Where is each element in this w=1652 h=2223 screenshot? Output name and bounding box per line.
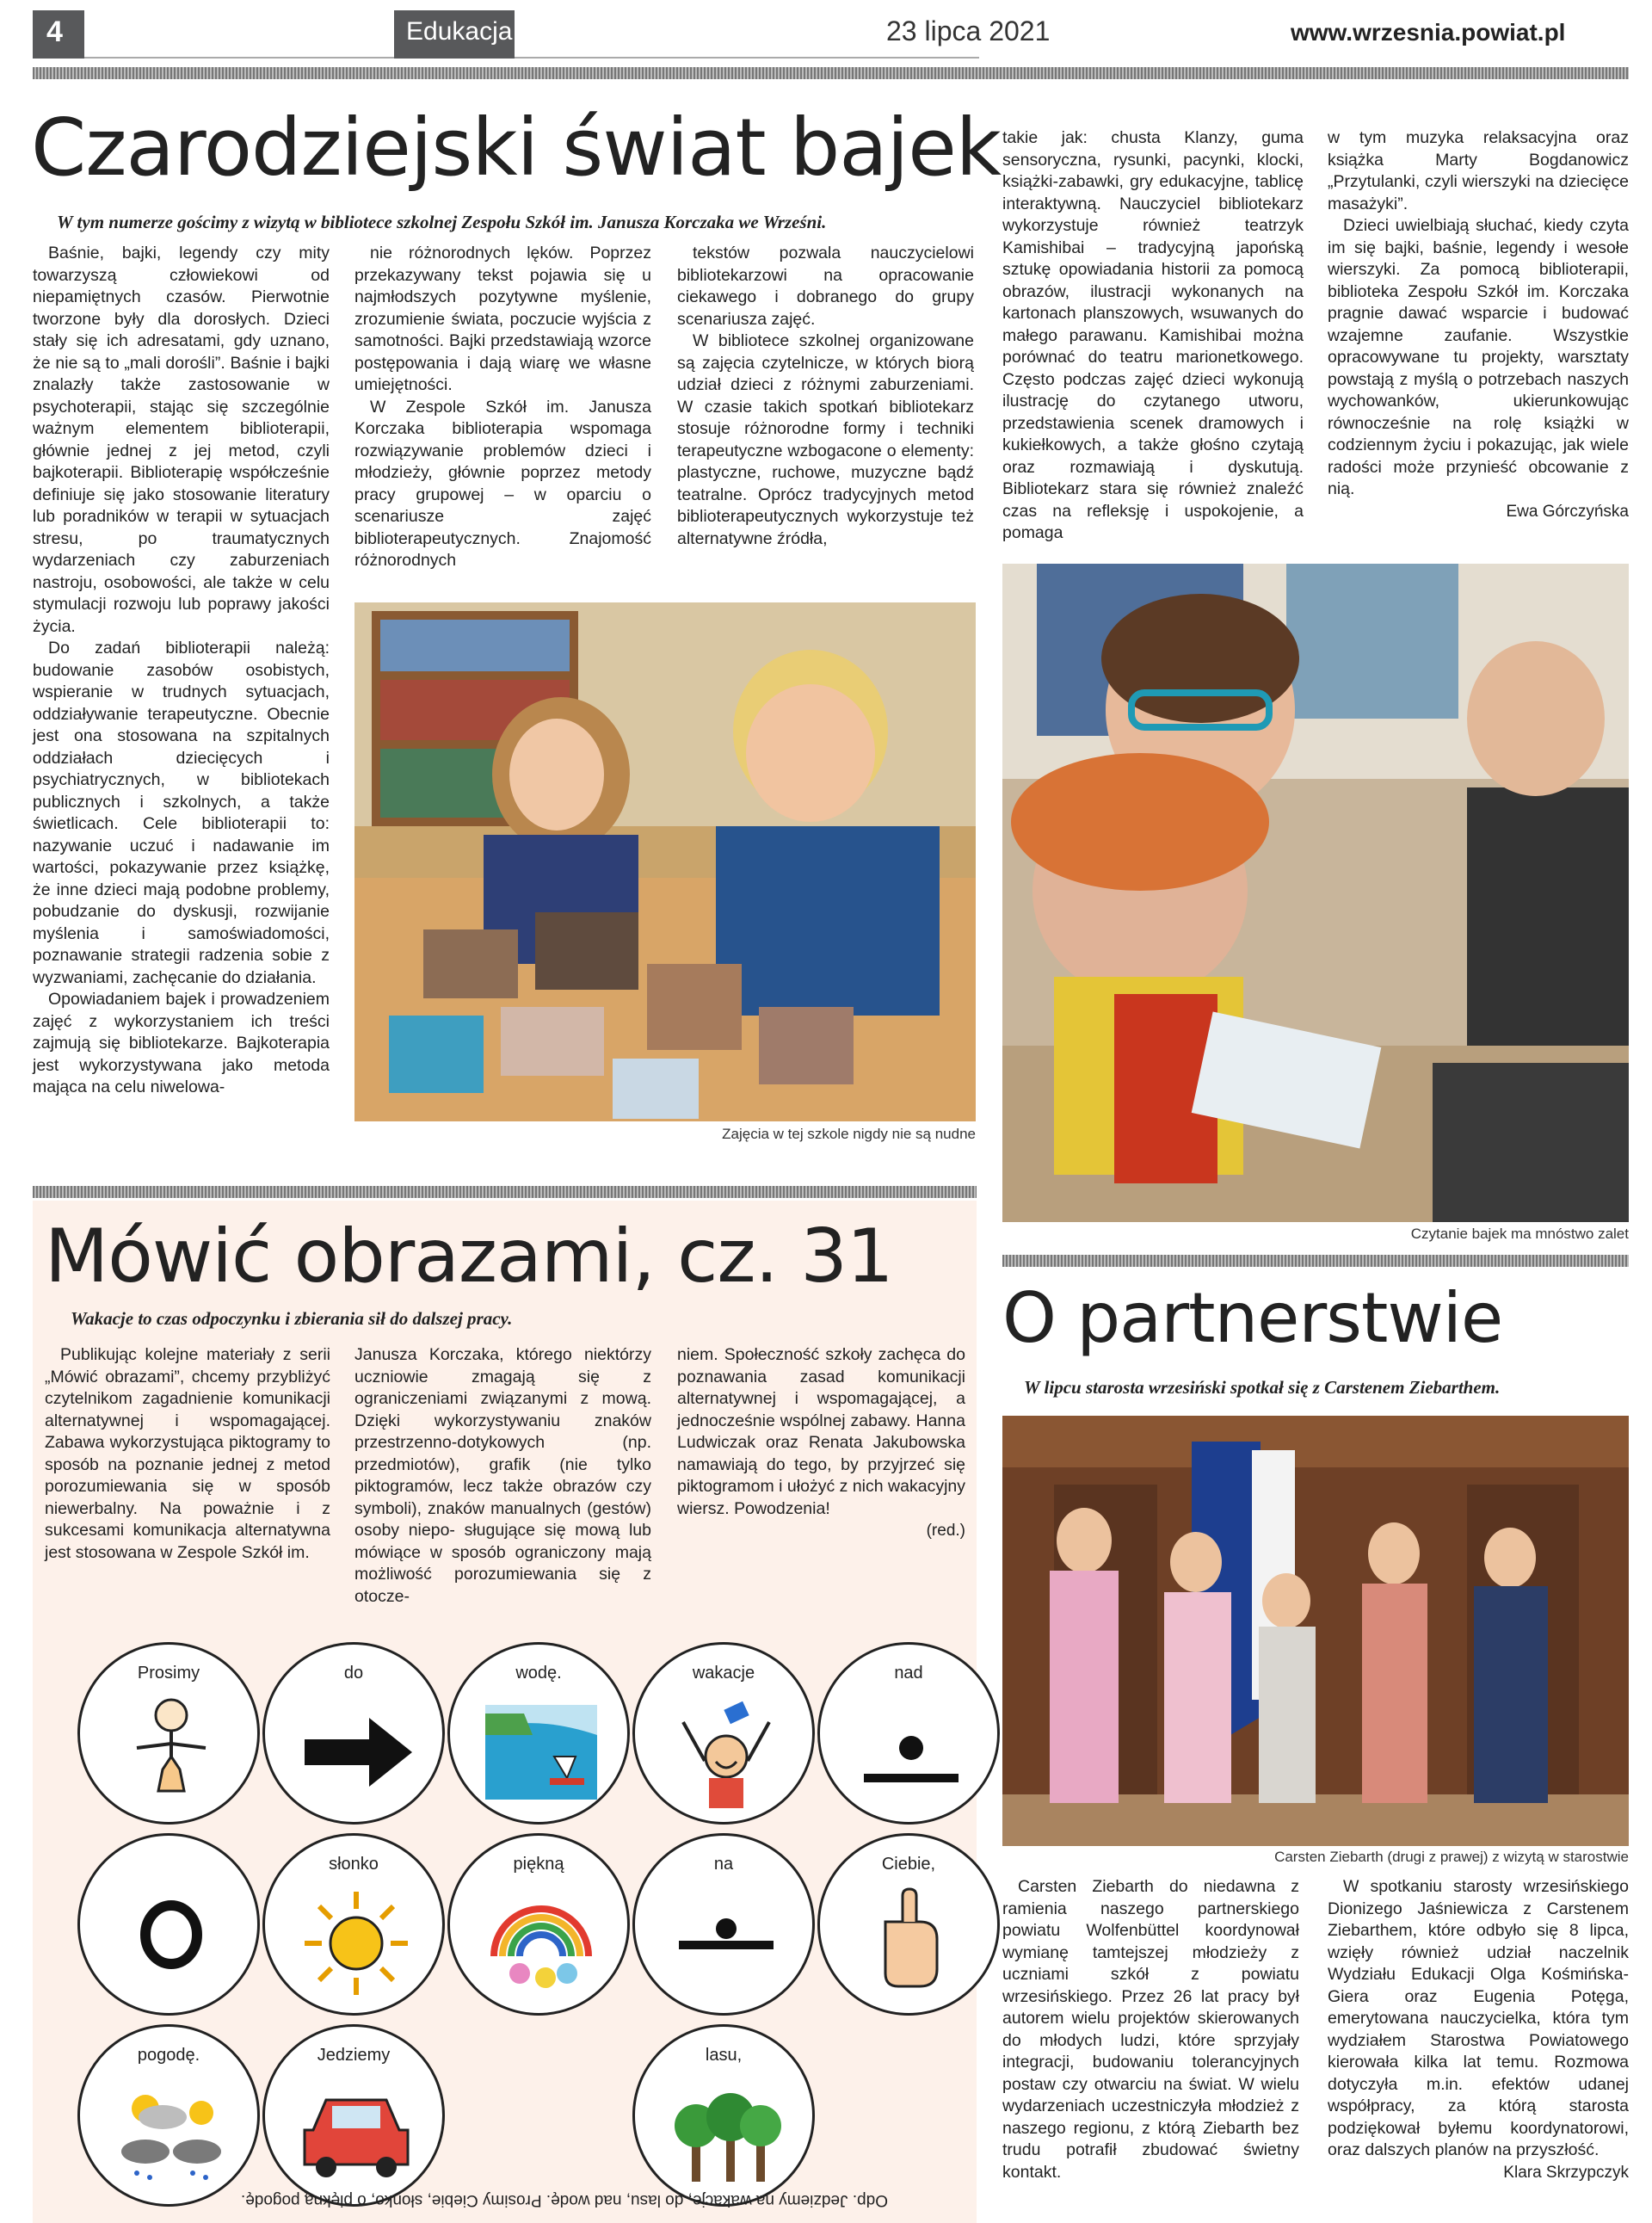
- paragraph: Publikując kolejne materiały z serii „Mówić obrazami”, chcemy przybliżyć czytelnikom zagadnienie komunikacji alternatywnej i wspomagającej. Zabawa wykorzystująca piktogramy to sposób na poznanie jednej z metod porozumiewania się w sposób niewerbalny. Na poważnie i z sukcesami komunikacja alternatywna jest stosowana w Zespole Szkół im.: [45, 1345, 330, 1562]
- puzzle-answer: Odp. Jedziemy na wakacje, do lasu, nad wodę. Prosimy Ciebie, słonko, o piękną pogodę.: [241, 2191, 888, 2209]
- weather-icon: [111, 2078, 231, 2190]
- article-lead: W lipcu starosta wrzesiński spotkał się z Carstenem Ziebarthem.: [1024, 1377, 1501, 1398]
- section-label: Edukacja: [394, 10, 515, 59]
- pictogram-pogode: [77, 2024, 260, 2207]
- pictogram-label: piękną: [513, 1855, 564, 1874]
- pictogram-piekna: [447, 1833, 630, 2016]
- paragraph: Carsten Ziebarth do niedawna z ramienia naszego partnerskiego powiatu Wolfenbüttel koordynował wymianę tamtejszej młodzieży z uczniami szkół z powiatu wrzesińskiego. Przez 26 lat pracy był autorem wielu projektów skierowanych do młodych ludzi, które sprzyjały integracji, budowaniu tolerancyjnych postaw czy otwarciu na świat. W wielu wydarzeniach uczestniczyła młodzież z naszego regionu, z którą Ziebarth bez trudu potrafił zbudować świetny kontakt.: [1002, 1877, 1299, 2182]
- website-link[interactable]: www.wrzesnia.powiat.pl: [1291, 19, 1566, 46]
- pictogram-wakacje: [632, 1642, 815, 1825]
- pictogram-jedziemy: [262, 2024, 445, 2207]
- article-column-1: [1002, 1876, 1299, 2183]
- rainbow-flowers-icon: [481, 1887, 601, 1999]
- article-title: Mówić obrazami, cz. 31: [45, 1213, 893, 1300]
- issue-date: 23 lipca 2021: [886, 15, 1051, 46]
- pictogram-label: pogodę.: [137, 2046, 200, 2065]
- article-column-2: [1328, 1876, 1629, 2183]
- photo-reading-puppet: [1002, 564, 1629, 1222]
- paragraph: nie różnorodnych lęków. Poprzez przekazywany tekst pojawia się u najmłodszych pozytywne myślenie, zrozumienie świata, poczucie wyjścia z samotności. Bajki przedstawiają wzorce postępowania i dają wiarę we własne umiejętności.: [354, 244, 651, 394]
- on-icon: [666, 1887, 786, 1999]
- letter-o-icon: [111, 1887, 231, 1999]
- article-title: Czarodziejski świat bajek: [31, 102, 1002, 194]
- paragraph: W spotkaniu starosty wrzesińskiego Dionizego Jaśniewicza z Carstenem Ziebarthem, które odbyło się 8 lipca, wzięły również udział naczelnik Wydziału Edukacji Olga Kośmińska-Giera oraz Eugenia Potęga, emerytowana nauczycielka, która tym wydziałem Starostwa Powiatowego kierowała kilka lat temu. Rozmowa dotyczyła m.in. efektów udanej współpracy, za którą starosta podziękował byłemu koordynatorowi, oraz dalszych planów na przyszłość.: [1328, 1877, 1629, 2159]
- praying-person-icon: [111, 1696, 231, 1808]
- article-column-2: [354, 1344, 651, 1608]
- section-stripe: [1002, 1255, 1629, 1267]
- pictogram-label: Prosimy: [137, 1664, 200, 1683]
- article-column-4: [1002, 127, 1304, 545]
- paragraph: Opowiadaniem bajek i prowadzeniem zajęć z wykorzystaniem ich treści zajmują się bibliotekarze. Bajkoterapia jest wykorzystywana jako metoda mająca na celu niwelowa-: [33, 990, 330, 1096]
- article-column-5: [1328, 127, 1629, 522]
- article-lead: W tym numerze gościmy z wizytą w bibliotece szkolnej Zespołu Szkół im. Janusza Korczaka we Wrześni.: [57, 212, 827, 232]
- photo-caption: Zajęcia w tej szkole nigdy nie są nudne: [722, 1126, 976, 1142]
- car-icon: [296, 2078, 416, 2190]
- page-number: 4: [33, 10, 84, 59]
- pictogram-label: słonko: [329, 1855, 379, 1874]
- signature: (red.): [926, 1522, 965, 1540]
- article-lead: Wakacje to czas odpoczynku i zbierania sił do dalszej pracy.: [71, 1308, 513, 1329]
- author-signature: Klara Skrzypczyk: [1503, 2163, 1629, 2182]
- paragraph: w tym muzyka relaksacyjna oraz książka Marty Bogdanowicz „Przytulanki, czyli wierszyki na dziecięce masażyki”.: [1328, 128, 1629, 213]
- photo-caption: Carsten Ziebarth (drugi z prawej) z wizytą w starostwie: [1274, 1849, 1629, 1865]
- pictogram-label: lasu,: [705, 2046, 743, 2065]
- header-rule: [84, 10, 979, 59]
- pictogram-prosimy: [77, 1642, 260, 1825]
- author-signature: Ewa Górczyńska: [1506, 502, 1629, 521]
- pictogram-slonko: [262, 1833, 445, 2016]
- above-icon: [851, 1696, 971, 1808]
- pictogram-o: [77, 1833, 260, 2016]
- pictogram-label: Jedziemy: [317, 2046, 391, 2065]
- pointing-hand-icon: [851, 1887, 971, 1999]
- paragraph: W bibliotece szkolnej organizowane są zajęcia czytelnicze, w których biorą udział dzieci z różnymi zaburzeniami. W czasie takich spotkań bibliotekarz stosuje różnorodne formy i techniki terapeutyczne wzbogacone o elementy: plastyczne, ruchowe, muzyczne bądź teatralne. Oprócz tradycyjnych metod biblioterapeutycznych wykorzystuje też alternatywne źródła,: [677, 331, 974, 548]
- pictogram-do: [262, 1642, 445, 1825]
- sun-icon: [296, 1887, 416, 1999]
- pictogram-nad: [817, 1642, 1000, 1825]
- pictogram-na: [632, 1833, 815, 2016]
- section-stripe: [33, 1186, 977, 1198]
- paragraph: Baśnie, bajki, legendy czy mity towarzyszą człowiekowi od niepamiętnych czasów. Pierwotnie tworzone były dla dorosłych. Dzieci stały się ich adresatami, gdy uznano, że nie są to „mali dorośli”. Baśnie i bajki znalazły także zastosowanie w psychoterapii, stając się szczególnie ważnym elementem biblioterapii, głównie jednej z jej metod, czyli bajkoterapii. Biblioterapię współcześnie definiuje się jako stosowanie literatury lub poradników w terapii w sytuacjach stresu, po traumatycznych wydarzeniach czy zaburzeniach nastroju, osobowości, ale także w celu stymulacji rozwoju lub poprawy jakości życia.: [33, 244, 330, 636]
- header-stripe: [33, 67, 1629, 79]
- pictogram-label: do: [343, 1664, 364, 1683]
- arrow-right-icon: [296, 1696, 416, 1808]
- paragraph: takie jak: chusta Klanzy, guma sensoryczna, rysunki, pacynki, klocki, książki-zabawki, gry edukacyjne, tablicę interaktywną. Nauczyciel bibliotekarz wykorzystuje również teatrzyk Kamishibai – tradycyjną japońską sztukę opowiadania historii za pomocą obrazów, ilustracji wykonanych na kartonach planszowych, wsuwanych do małego parawanu. Kamishibai można porównać do teatru marionetkowego. Często podczas zajęć dzieci wykonują ilustrację do czytanego utworu, przedstawienia scenek dramowych i kukiełkowych, a także głośno czytają oraz rozmawiają i dyskutują. Bibliotekarz stara się również znaleźć czas na refleksję i uspokojenie, a pomaga: [1002, 128, 1304, 542]
- article-title: O partnerstwie: [1002, 1278, 1503, 1358]
- water-boat-icon: [481, 1696, 601, 1808]
- photo-caption: Czytanie bajek ma mnóstwo zalet: [1410, 1226, 1629, 1242]
- paragraph: Janusza Korczaka, którego niektórzy uczniowie zmagają się z ograniczeniami związanymi z mową. Dzięki wykorzystywaniu znaków przestrzenno-dotykowych (np. przedmiotów), grafik (nie tylko piktogramów, lecz także obrazów czy symboli), znaków manualnych (gestów) osoby niepo- sługujące się mową lub mówiące w sposób ograniczony mają możliwość porozumiewania się z otocze-: [354, 1345, 651, 1606]
- article-column-1: [45, 1344, 330, 1564]
- article-column-3: [677, 1344, 965, 1542]
- photo-partnership-meeting: [1002, 1416, 1629, 1846]
- forest-icon: [666, 2078, 786, 2190]
- paragraph: niem. Społeczność szkoły zachęca do poznawania zasad komunikacji alternatywnej i wspomagającej, a jednocześnie wspólnej zabawy. Hanna Ludwiczak oraz Renata Jakubowska namawiają do tego, by przyjrzeć się piktogramom i ułożyć z nich wakacyjny wiersz. Powodzenia!: [677, 1345, 965, 1518]
- pictogram-lasu: [632, 2024, 815, 2207]
- pictogram-label: wodę.: [515, 1664, 562, 1683]
- pictogram-label: Ciebie,: [881, 1855, 936, 1874]
- paragraph: Do zadań biblioterapii należą: budowanie zasobów osobistych, wspieranie w trudnych sytuacjach, oddziaływanie terapeutyczne. Obecnie jest ona stosowana na szpitalnych oddziałach dziecięcych i psychiatrycznych, w bibliotekach publicznych i szkolnych, a także świetlicach. Cele biblioterapii to: nazywanie uczuć i nadawanie im wartości, pokazywanie przez książkę, że inne dzieci mają podobne problemy, pobudzanie do dyskusji, rozwijanie myślenia i samoświadomości, poznawanie strategii radzenia sobie z wyzwaniami, zachęcanie do działania.: [33, 639, 330, 987]
- article-column-3: [677, 243, 974, 550]
- photo-children-puzzle: [354, 602, 976, 1121]
- article-column-2: [354, 243, 651, 572]
- pictogram-label: nad: [894, 1664, 923, 1683]
- paragraph: W Zespole Szkół im. Janusza Korczaka biblioterapia wspomaga rozwiązywanie problemów dzieci i młodzieży, głównie poprzez metody pracy grupowej – w oparciu o scenariusze zajęć biblioterapeutycznych. Znajomość różnorodnych: [354, 397, 651, 570]
- pictogram-label: wakacje: [692, 1664, 755, 1683]
- paragraph: tekstów pozwala nauczycielowi bibliotekarzowi na opracowanie ciekawego i dobranego do grupy scenariusza zajęć.: [677, 244, 974, 329]
- pictogram-label: na: [713, 1855, 734, 1874]
- happy-child-icon: [666, 1696, 786, 1808]
- pictogram-wode: [447, 1642, 630, 1825]
- pictogram-ciebie: [817, 1833, 1000, 2016]
- article-column-1: [33, 243, 330, 1099]
- paragraph: Dzieci uwielbiają słuchać, kiedy czyta im się bajki, baśnie, legendy i wesołe wierszyki. Za pomocą biblioterapii, biblioteka Zespołu Szkół im. Korczaka pragnie dawać wsparcie i budować wzajemne zaufanie. Wszystkie opracowywane tu projekty, warsztaty powstają z myślą o potrzebach naszych wychowanków, ukierunkowując równocześnie na rolę książki w codziennym życiu i pokazując, jak wiele radości może przynieść obcowanie z nią.: [1328, 216, 1629, 498]
